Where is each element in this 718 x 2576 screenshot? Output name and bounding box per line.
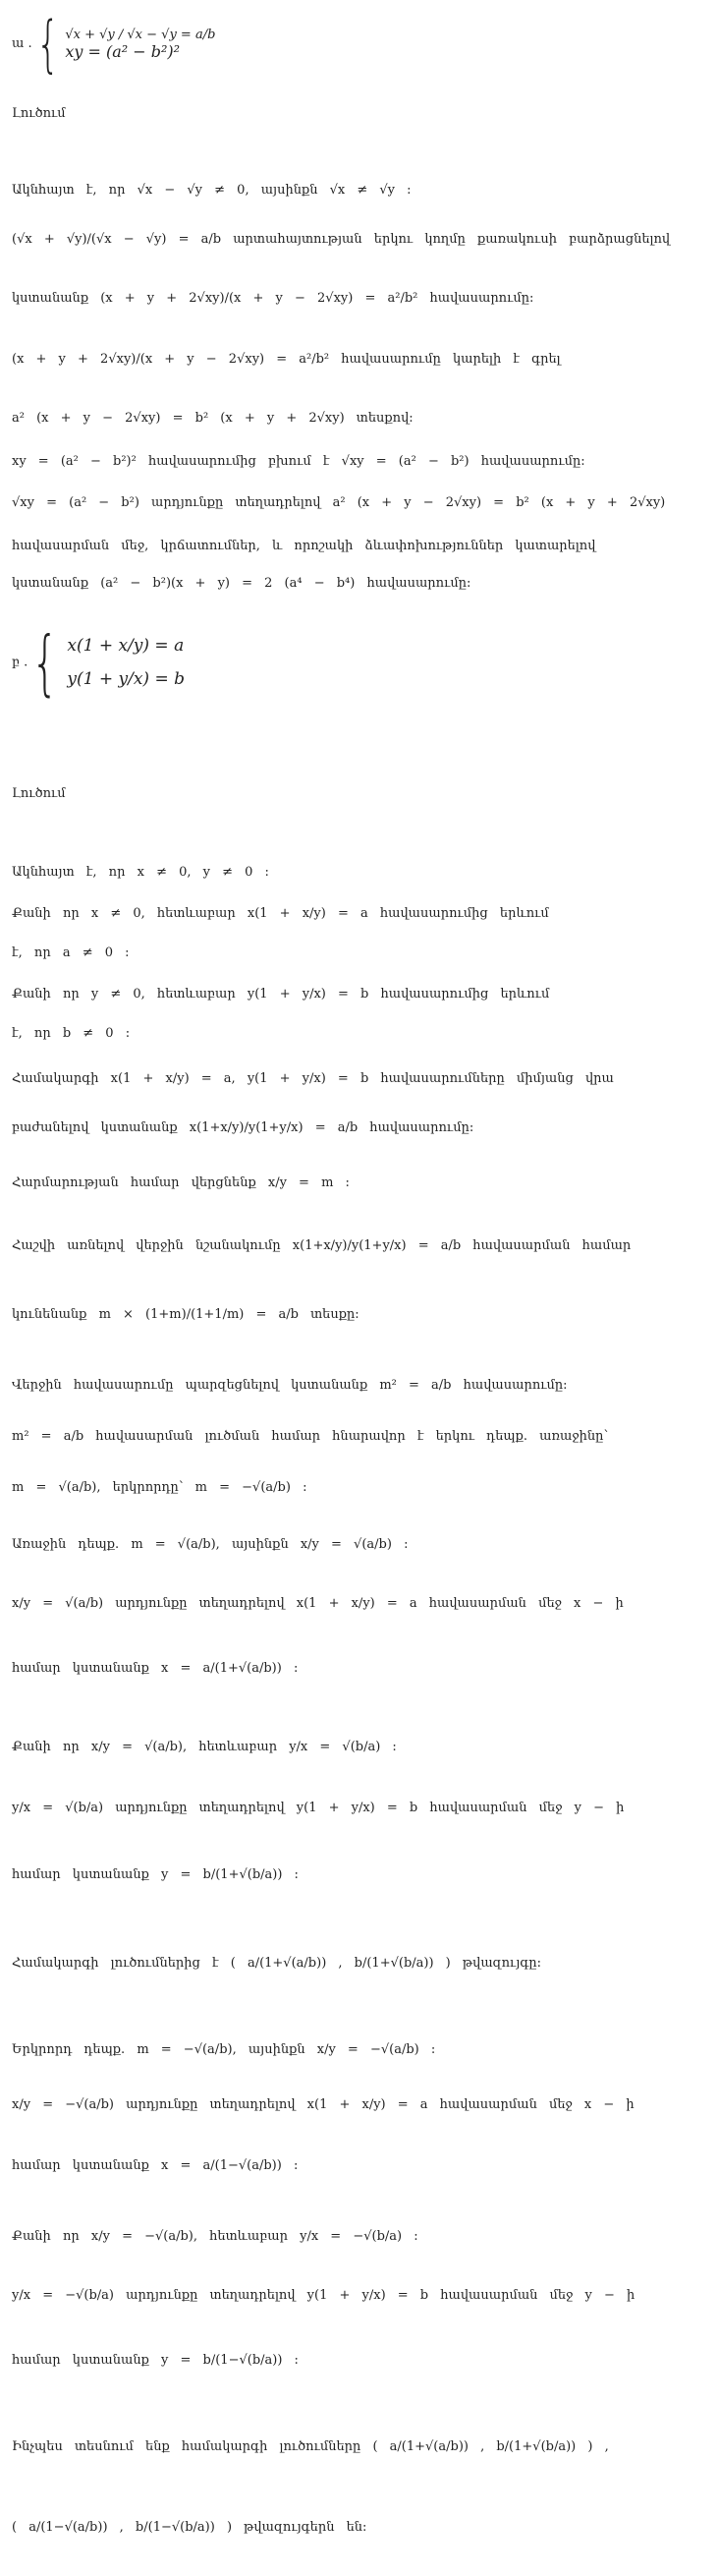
problem-b-step-3: է, որ a ≠ 0 : <box>12 945 130 960</box>
problem-b-step-5: է, որ b ≠ 0 : <box>12 1026 131 1041</box>
problem-b-step-16: համար կստանանք x = a/(1+√(a/b)) : <box>12 1661 299 1676</box>
problem-b-step-17: Քանի որ x/y = √(a/b), հետևաբար y/x = √(b/a) : <box>12 1740 397 1754</box>
problem-b-step-18: y/x = √(b/a) արդյունքը տեղադրելով y(1 + y/x) = b հավասարման մեջ y − ի <box>12 1801 625 1815</box>
problem-a-system <box>12 8 215 80</box>
brace-icon: { <box>31 621 59 704</box>
problem-b-eq2: y(1 + y/x) = b <box>67 669 185 689</box>
problem-b-step-8: Հարմարության համար վերցնենք x/y = m : <box>12 1175 350 1190</box>
problem-b-step-20: Համակարգի լուծումներից է ( a/(1+√(a/b)) , b/(1+√(b/a)) ) թվազույգը: <box>12 1956 542 1971</box>
problem-b-step-14: Առաջին դեպք. m = √(a/b), այսինքն x/y = √(a/b) : <box>12 1537 409 1552</box>
problem-a-step-2: (√x + √y)/(√x − √y) = a/b արտահայտության երկու կողմը քառակուսի բարձրացնելով <box>12 232 671 247</box>
problem-b-step-19: համար կստանանք y = b/(1+√(b/a)) : <box>12 1867 299 1882</box>
problem-b-eq1: x(1 + x/y) = a <box>67 636 185 656</box>
problem-b-step-13: m = √(a/b), երկրորդը՝ m = −√(a/b) : <box>12 1480 307 1495</box>
brace-icon: { <box>35 8 60 80</box>
problem-a-step-1: Ակնհայտ է, որ √x − √y ≠ 0, այսինքն √x ≠ √y : <box>12 183 412 198</box>
problem-b-step-21: Երկրորդ դեպք. m = −√(a/b), այսինքն x/y = −√(a/b) : <box>12 2042 436 2057</box>
problem-b-step-4: Քանի որ y ≠ 0, հետևաբար y(1 + y/x) = b հավասարումից երևում <box>12 987 550 1002</box>
problem-b-label: բ . <box>12 655 28 670</box>
problem-a-step-4: (x + y + 2√xy)/(x + y − 2√xy) = a²/b² հավասարումը կարելի է գրել <box>12 352 561 367</box>
problem-b-solution-heading: Լուծում <box>12 786 66 801</box>
problem-b-step-7: բաժանելով կստանանք x(1+x/y)/y(1+y/x) = a/b հավասարումը: <box>12 1120 474 1135</box>
problem-a-step-9: կստանանք (a² − b²)(x + y) = 2 (a⁴ − b⁴) հավասարումը: <box>12 576 471 591</box>
problem-a-step-6: xy = (a² − b²)² հավասարումից բխում է √xy = (a² − b²) հավասարումը: <box>12 454 585 469</box>
problem-b-step-23: համար կստանանք x = a/(1−√(a/b)) : <box>12 2158 299 2173</box>
problem-a-eq1: √x + √y / √x − √y = a/b <box>65 27 216 42</box>
problem-a-step-7: √xy = (a² − b²) արդյունքը տեղադրելով a² (x + y − 2√xy) = b² (x + y + 2√xy) <box>12 495 666 510</box>
problem-b-step-11: Վերջին հավասարումը պարզեցնելով կստանանք m² = a/b հավասարումը: <box>12 1378 568 1393</box>
problem-b-step-10: կունենանք m × (1+m)/(1+1/m) = a/b տեսքը: <box>12 1307 359 1322</box>
problem-b-step-12: m² = a/b հավասարման լուծման համար հնարավոր է երկու դեպք. առաջինը՝ <box>12 1429 609 1444</box>
problem-b-step-6: Համակարգի x(1 + x/y) = a, y(1 + y/x) = b հավասարումները միմյանց վրա <box>12 1071 614 1086</box>
problem-b-step-22: x/y = −√(a/b) արդյունքը տեղադրելով x(1 + x/y) = a հավասարման մեջ x − ի <box>12 2097 635 2112</box>
problem-a-step-8: հավասարման մեջ, կրճատումներ, և որոշակի ձևափոխություններ կատարելով <box>12 539 596 553</box>
problem-a-solution-heading: Լուծում <box>12 106 66 121</box>
problem-b-step-27: Ինչպես տեսնում ենք համակարգի լուծումները ( a/(1+√(a/b)) , b/(1+√(b/a)) ) , <box>12 2439 609 2454</box>
problem-b-system <box>12 621 185 704</box>
problem-b-step-24: Քանի որ x/y = −√(a/b), հետևաբար y/x = −√(b/a) : <box>12 2229 418 2244</box>
problem-a-label: ա . <box>12 36 32 51</box>
problem-a-step-5: a² (x + y − 2√xy) = b² (x + y + 2√xy) տեսքով: <box>12 411 414 426</box>
problem-a-eq2: xy = (a² − b²)² <box>65 41 181 61</box>
problem-b-step-28: ( a/(1−√(a/b)) , b/(1−√(b/a)) ) թվազույգերն են: <box>12 2520 367 2535</box>
problem-b-step-9: Հաշվի առնելով վերջին նշանակումը x(1+x/y)/y(1+y/x) = a/b հավասարման համար <box>12 1238 632 1253</box>
problem-b-step-2: Քանի որ x ≠ 0, հետևաբար x(1 + x/y) = a հավասարումից երևում <box>12 906 549 921</box>
problem-b-step-25: y/x = −√(b/a) արդյունքը տեղադրելով y(1 + y/x) = b հավասարման մեջ y − ի <box>12 2288 635 2303</box>
problem-b-step-26: համար կստանանք y = b/(1−√(b/a)) : <box>12 2353 299 2368</box>
problem-a-step-3: կստանանք (x + y + 2√xy)/(x + y − 2√xy) = a²/b² հավասարումը: <box>12 291 534 306</box>
problem-b-step-1: Ակնհայտ է, որ x ≠ 0, y ≠ 0 : <box>12 865 269 880</box>
problem-b-step-15: x/y = √(a/b) արդյունքը տեղադրելով x(1 + x/y) = a հավասարման մեջ x − ի <box>12 1596 624 1611</box>
